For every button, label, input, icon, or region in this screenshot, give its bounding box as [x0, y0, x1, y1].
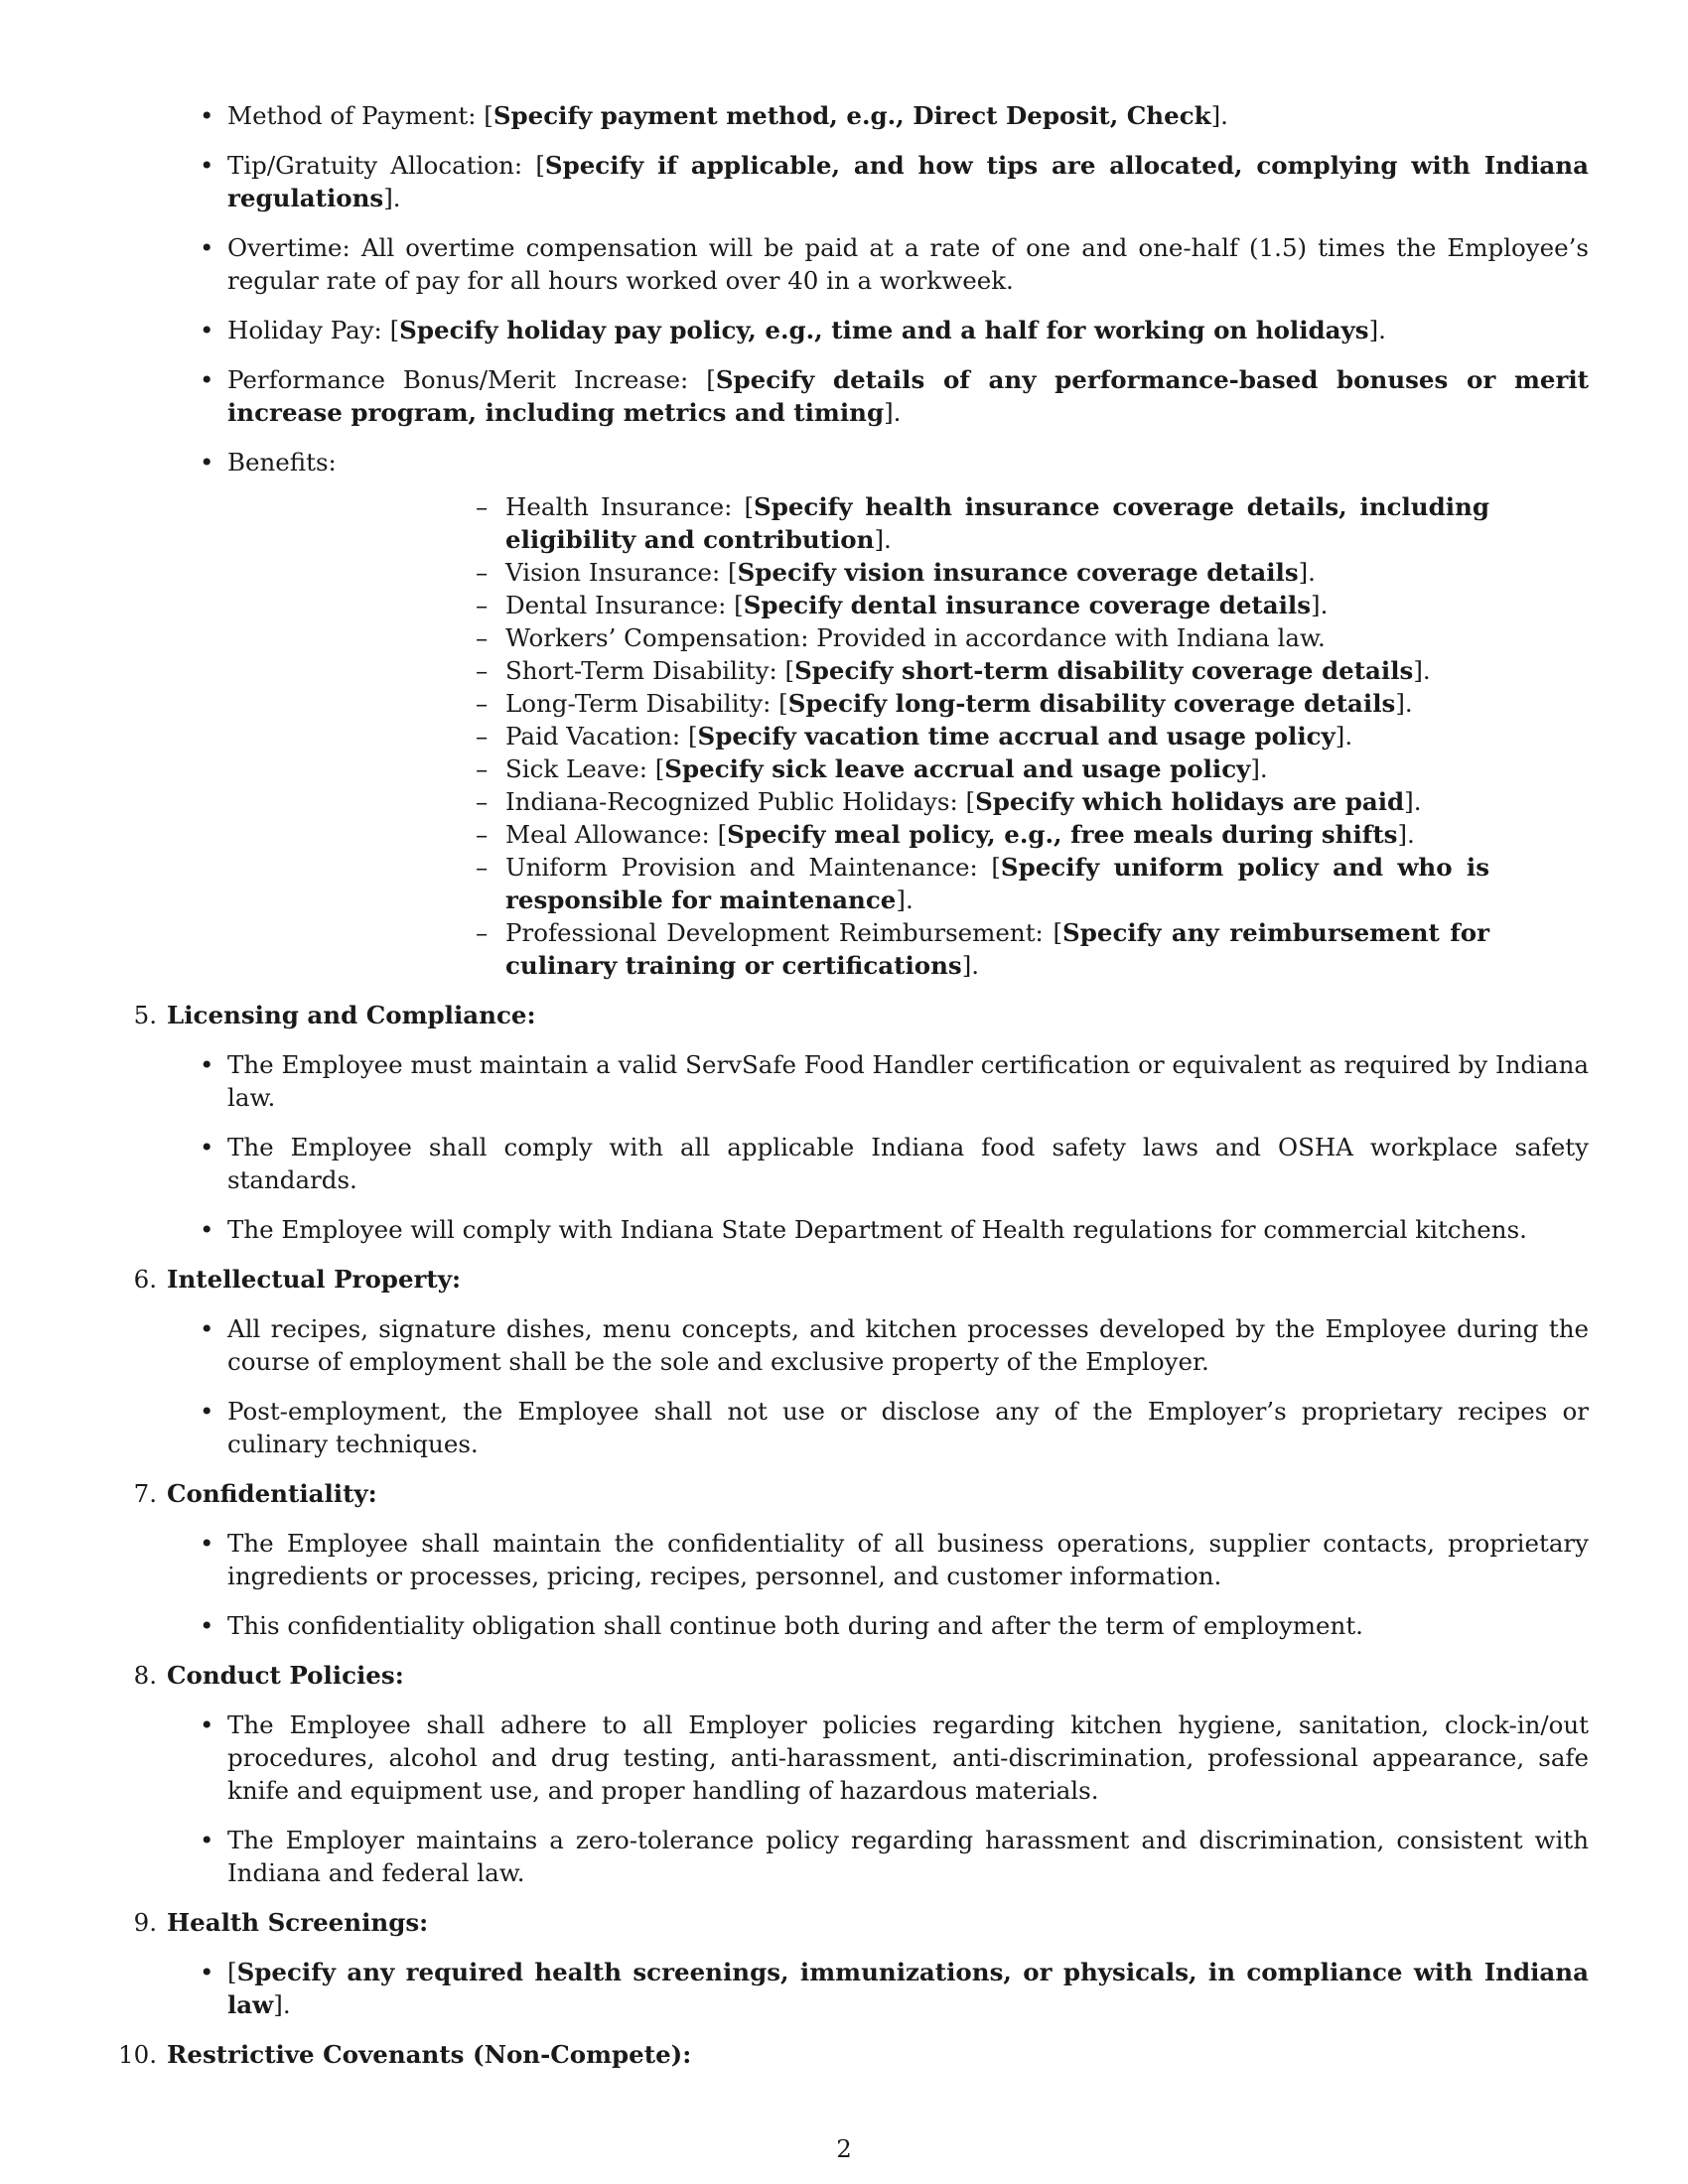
item-label: Performance Bonus/Merit Increase:: [227, 365, 707, 394]
item-label: Method of Payment:: [227, 101, 485, 130]
dash-marker: –: [476, 591, 489, 619]
item-placeholder: Specify long-term disability coverage details: [787, 689, 1396, 718]
section-title: Conduct Policies:: [167, 1661, 404, 1690]
section: [0, 1477, 1688, 1642]
section-heading: [0, 1906, 1688, 1939]
list-item: [0, 1213, 1688, 1246]
document-content: [0, 99, 1688, 2088]
item-label: This confidentiality obligation shall continue both during and after the term of employment.: [227, 1611, 1363, 1640]
section-number: 5.: [133, 1001, 157, 1029]
bullet: •: [200, 1133, 214, 1161]
list-item: [0, 1609, 1688, 1642]
bullet: •: [200, 365, 214, 394]
item-placeholder: Specify vacation time accrual and usage policy: [697, 722, 1336, 751]
item-label: Short-Term Disability:: [505, 656, 785, 685]
item-placeholder: Specify health insurance coverage details, including eligibility and contribution: [505, 492, 1489, 554]
bullet: •: [200, 101, 214, 130]
list-item: [0, 1048, 1688, 1114]
item-label: Holiday Pay:: [227, 316, 390, 344]
section: [0, 1263, 1688, 1460]
list-item: [0, 1708, 1688, 1807]
item-label: Sick Leave:: [505, 754, 655, 783]
bullet: •: [200, 448, 214, 477]
section-title: Restrictive Covenants (Non-Compete):: [167, 2040, 692, 2069]
dash-marker: –: [476, 820, 489, 849]
item-placeholder: Specify payment method, e.g., Direct Deposit, Check: [492, 101, 1211, 130]
bullet: •: [200, 1314, 214, 1343]
list-item: – Paid Vacation: [Specify vacation time accrual and usage policy].: [476, 722, 1353, 751]
bullet: •: [200, 151, 214, 180]
benefits-list: [227, 490, 1589, 982]
dash-marker: –: [476, 492, 489, 521]
list-item: [0, 1131, 1688, 1196]
bullet: •: [200, 1529, 214, 1558]
bullet: •: [200, 1397, 214, 1426]
item-placeholder: Specify holiday pay policy, e.g., time and a half for working on holidays: [399, 316, 1369, 344]
item-placeholder: Specify details of any performance-based bonuses or merit increase program, including metrics and timing: [227, 365, 1589, 427]
item-placeholder: Specify sick leave accrual and usage policy: [664, 754, 1251, 783]
item-label: The Employee must maintain a valid ServSafe Food Handler certification or equivalent as required by Indiana law.: [227, 1050, 1589, 1112]
section-heading: [0, 2038, 1688, 2071]
item-label: The Employee shall maintain the confidentiality of all business operations, supplier contacts, proprietary ingredients or processes, pricing, recipes, personnel, and customer information.: [227, 1529, 1589, 1590]
list-item: • Holiday Pay: [Specify holiday pay policy, e.g., time and a half for working on holidays].: [200, 316, 1386, 344]
item-label: The Employee will comply with Indiana State Department of Health regulations for commercial kitchens.: [227, 1215, 1527, 1244]
dash-marker: –: [476, 623, 489, 652]
item-placeholder: Specify short-term disability coverage details: [794, 656, 1414, 685]
bullet: •: [200, 1050, 214, 1079]
dash-marker: –: [476, 656, 489, 685]
section-number: 7.: [133, 1479, 157, 1508]
dash-marker: –: [476, 918, 489, 947]
item-label: Health Insurance:: [505, 492, 745, 521]
page-number: 2: [836, 2134, 852, 2163]
section-heading: [0, 999, 1688, 1031]
item-label: Meal Allowance:: [505, 820, 718, 849]
sections: [0, 999, 1688, 2071]
dash-marker: –: [476, 754, 489, 783]
list-item: – Vision Insurance: [Specify vision insurance coverage details].: [476, 558, 1316, 587]
list-item: – Health Insurance: [Specify health insurance coverage details, including eligibility and contribution].: [476, 492, 1489, 554]
list-item: – Indiana-Recognized Public Holidays: [Specify which holidays are paid].: [476, 787, 1422, 816]
section-title: Confidentiality:: [167, 1479, 377, 1508]
list-item: [0, 231, 1688, 297]
bullet: •: [200, 233, 214, 262]
item-placeholder: Specify meal policy, e.g., free meals during shifts: [727, 820, 1398, 849]
section-number: 9.: [133, 1908, 157, 1937]
compensation-list: [0, 99, 1688, 982]
section-heading: [0, 1263, 1688, 1296]
bullet: •: [200, 1826, 214, 1854]
item-label: The Employee shall adhere to all Employer policies regarding kitchen hygiene, sanitation, clock-in/out procedures, alcohol and drug testing, anti-harassment, anti-discrimination, professional appearance, safe knife and equipment use, and proper handling of hazardous materials.: [227, 1710, 1589, 1805]
item-label: The Employer maintains a zero-tolerance policy regarding harassment and discrimination, consistent with Indiana and federal law.: [227, 1826, 1589, 1887]
list-item: [0, 1312, 1688, 1378]
item-label: Professional Development Reimbursement:: [505, 918, 1054, 947]
list-item: • Tip/Gratuity Allocation: [Specify if applicable, and how tips are allocated, complying with Indiana regulations].: [200, 151, 1589, 212]
section: [0, 999, 1688, 1246]
item-placeholder: Specify any required health screenings, immunizations, or physicals, in compliance with Indiana law: [227, 1958, 1589, 2019]
list-item: • Performance Bonus/Merit Increase: [Specify details of any performance-based bonuses or merit increase program, including metrics and timing].: [200, 365, 1589, 427]
section-title: Intellectual Property:: [167, 1265, 462, 1294]
list-item: – Long-Term Disability: [Specify long-term disability coverage details].: [476, 689, 1413, 718]
dash-marker: –: [476, 722, 489, 751]
dash-marker: –: [476, 558, 489, 587]
list-item: – Professional Development Reimbursement: [Specify any reimbursement for culinary training or certifications].: [476, 918, 1489, 980]
dash-marker: –: [476, 853, 489, 882]
list-item: • [Specify any required health screenings, immunizations, or physicals, in compliance with Indiana law].: [200, 1958, 1589, 2019]
item-placeholder: Specify any reimbursement for culinary training or certifications: [505, 918, 1489, 980]
item-label: Workers’ Compensation: Provided in accordance with Indiana law.: [505, 623, 1326, 652]
list-item: – Dental Insurance: [Specify dental insurance coverage details].: [476, 591, 1329, 619]
item-placeholder: Specify if applicable, and how tips are allocated, complying with Indiana regulations: [227, 151, 1589, 212]
bullet: •: [200, 1958, 214, 1986]
item-placeholder: Specify which holidays are paid: [975, 787, 1405, 816]
list-item: – Uniform Provision and Maintenance: [Specify uniform policy and who is responsible for maintenance].: [476, 853, 1489, 914]
item-label: Post-employment, the Employee shall not use or disclose any of the Employer’s proprietary recipes or culinary techniques.: [227, 1397, 1589, 1458]
dash-marker: –: [476, 787, 489, 816]
list-item: [0, 1824, 1688, 1889]
item-label: Dental Insurance:: [505, 591, 735, 619]
section-heading: [0, 1477, 1688, 1510]
bullet: •: [200, 1215, 214, 1244]
item-label: The Employee shall comply with all applicable Indiana food safety laws and OSHA workplace safety standards.: [227, 1133, 1589, 1194]
list-item: – Meal Allowance: [Specify meal policy, e.g., free meals during shifts].: [476, 820, 1415, 849]
bullet: •: [200, 1710, 214, 1739]
section: [0, 2038, 1688, 2071]
item-label: Uniform Provision and Maintenance:: [505, 853, 992, 882]
item-label: Indiana-Recognized Public Holidays:: [505, 787, 966, 816]
item-placeholder: Specify dental insurance coverage details: [743, 591, 1312, 619]
list-item: • Method of Payment: [Specify payment method, e.g., Direct Deposit, Check].: [200, 101, 1228, 130]
section-title: Health Screenings:: [167, 1908, 429, 1937]
section-title: Licensing and Compliance:: [167, 1001, 536, 1029]
item-label: Tip/Gratuity Allocation:: [227, 151, 536, 180]
dash-marker: –: [476, 689, 489, 718]
section: [0, 1659, 1688, 1889]
section-heading: [0, 1659, 1688, 1692]
section: [0, 1906, 1688, 2021]
list-item: – Short-Term Disability: [Specify short-term disability coverage details].: [476, 656, 1431, 685]
item-label: Benefits:: [227, 448, 337, 477]
bullet: •: [200, 1611, 214, 1640]
list-item: [227, 621, 1589, 654]
bullet: •: [200, 316, 214, 344]
list-item: [0, 1395, 1688, 1460]
item-placeholder: Specify uniform policy and who is responsible for maintenance: [505, 853, 1489, 914]
list-item: – Sick Leave: [Specify sick leave accrual and usage policy].: [476, 754, 1268, 783]
item-label: Vision Insurance:: [505, 558, 728, 587]
item-label: Overtime: All overtime compensation will be paid at a rate of one and one-half (1.5) times the Employee’s regular rate of pay for all hours worked over 40 in a workweek.: [227, 233, 1589, 295]
section-number: 10.: [118, 2040, 157, 2069]
list-item: [0, 1527, 1688, 1592]
item-label: Paid Vacation:: [505, 722, 688, 751]
item-placeholder: Specify vision insurance coverage details: [737, 558, 1299, 587]
item-label: All recipes, signature dishes, menu concepts, and kitchen processes developed by the Employee during the course of employment shall be the sole and exclusive property of the Employer.: [227, 1314, 1589, 1376]
item-label: Long-Term Disability:: [505, 689, 779, 718]
list-item-benefits: [0, 446, 1688, 982]
section-number: 6.: [133, 1265, 157, 1294]
section-number: 8.: [133, 1661, 157, 1690]
